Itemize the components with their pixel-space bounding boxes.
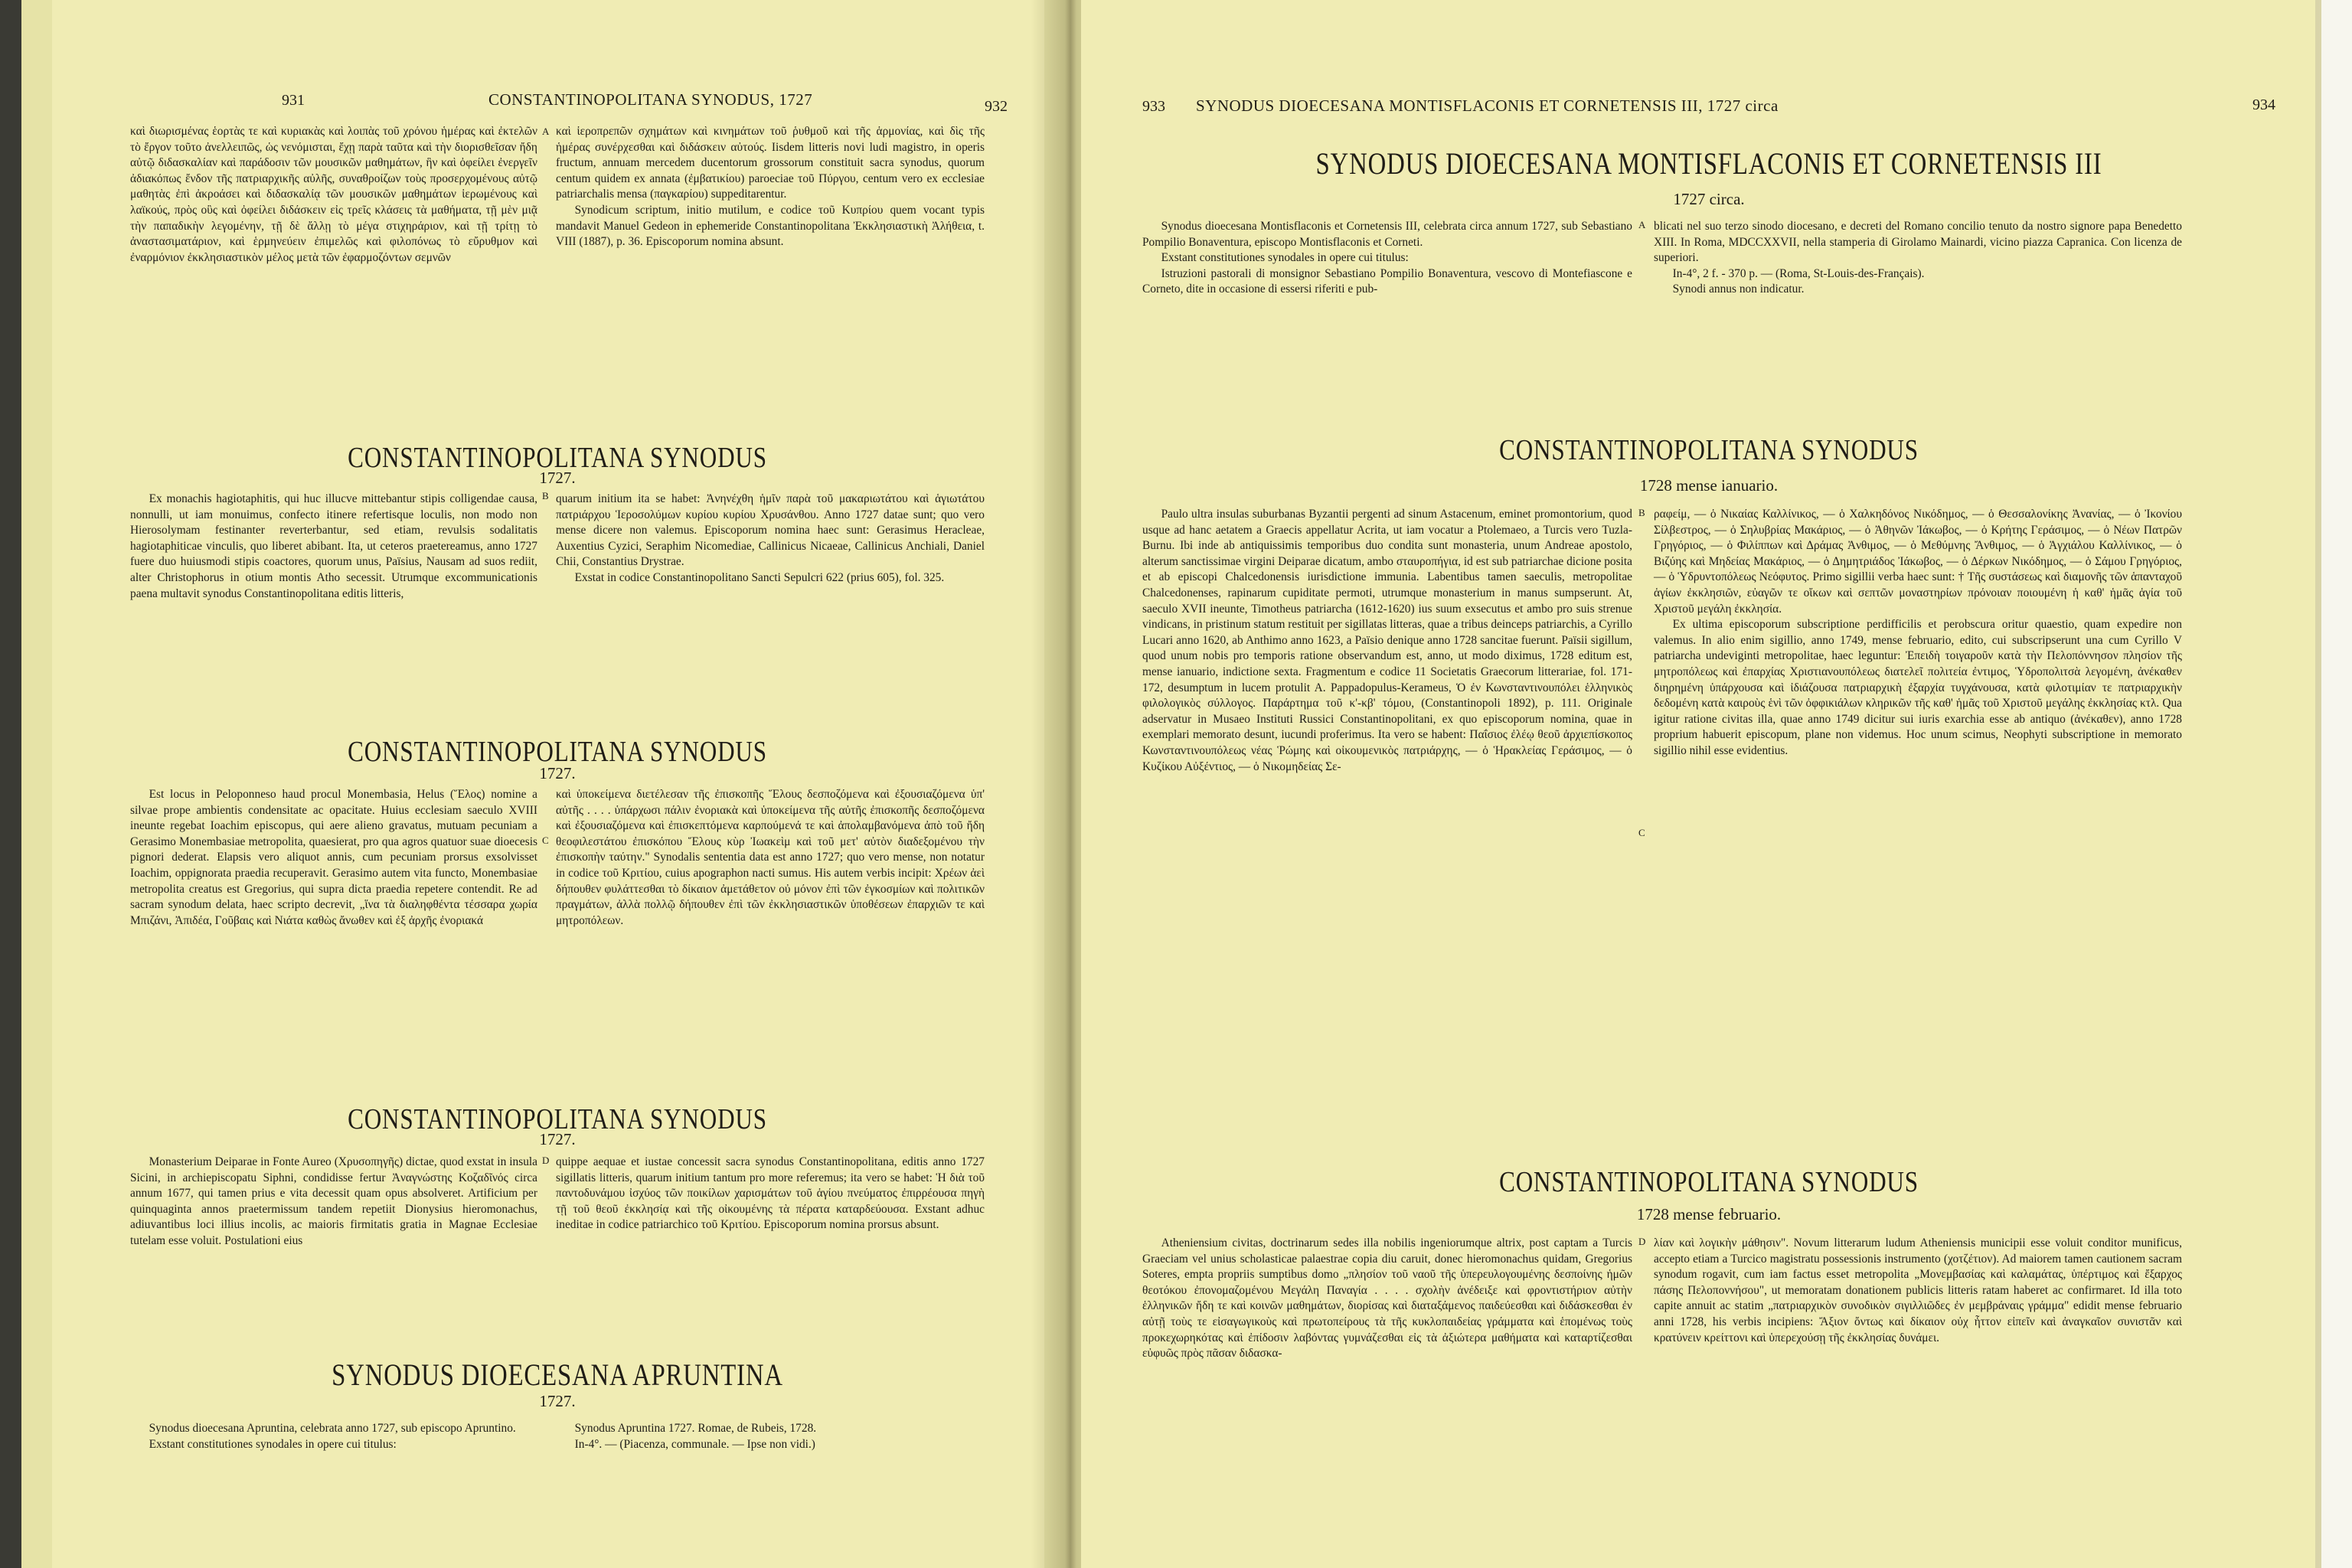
page-number-right: 934 — [2252, 96, 2275, 113]
col-letter: C — [1638, 827, 1645, 838]
sec3-col-a — [1142, 1236, 1632, 1362]
col-letter: C — [542, 835, 549, 846]
section-year: 1727 circa. — [1673, 190, 1745, 208]
page-number-left: 933 — [1142, 98, 1165, 115]
section-year: 1727. — [539, 1392, 576, 1410]
sec3-col-a — [130, 1155, 537, 1250]
running-head-right: SYNODUS DIOECESANA MONTISFLACONIS ET CORNETENSIS III, 1727 circa — [1196, 96, 1779, 115]
paragraph: Paulo ultra insulas suburbanas Byzantii pergenti ad sinum Astacenum, eminet promontorium, quod usque ad hanc aetatem a Graecis appellatur Acrita, ut iam vocatur a Ptolemaeo, a Turcis vero Tuzla-Burnu. Ibi inde ab antiquissimis temporibus duo condita sunt monasteria, unum Andreae apostolo, alterum sanctissimae virgini Deiparae dicatum, ambo σταυροπήγια, id est sub patriarchae dicione posita et ab episcopi Chalcedonensis iurisdictione immunia. Labentibus tamen saeculis, metropolitae Chalcedonenses, rapinarum cupiditate permoti, utrumque monasterium in manus sumpserunt. At, saeculo XVII ineunte, Timotheus patriarcha (1612-1620) ius suum exsecutus et ambo pro suis strenue vindicans, in pristinum statum restituit per sigillatas litteras, quae a tribus deinceps patriarchis, a Cyrillo Lucari anno 1620, ab Anthimo anno 1623, a Païsio denique anno 1728 sancitae fuerunt. Païsii sigillum, quod unum nobis pro temporis ratione observandum est, anno, ut modo diximus, 1728 editum est, mense ianuario, indictione sexta. Fragmentum e codice 11 Societatis Graecorum litterariae, fol. 171-172, desumptum in lucem protulit A. Pappadopulus-Kerameus, Ὁ ἐν Κωνσταντινουπόλει ἑλληνικὸς φιλολογικὸς σύλλογος. Παράρτημα τοῦ κ'-κβ' τόμου, (Constantinopoli 1892), p. 111. Originale adservatur in Musaeo Instituti Russici Constantinopolitani, ex quo episcoporum nomina, quae in exemplari memorato desunt, iucundi proferimus. Ita vero se habent: Παΐσιος ἐλέῳ θεοῦ ἀρχιεπίσκοπος Κωνσταντινουπόλεως νέας Ῥώμης καὶ οἰκουμενικὸς πατριάρχης, — ὁ Ἡρακλείας Γεράσιμος, — ὁ Κυζίκου Αὐξέντιος, — ὁ Νικομηδείας Σε- — [1142, 508, 1632, 773]
intro-col-b — [556, 124, 985, 250]
sec2-col-a — [1142, 507, 1632, 775]
paragraph: Ex ultima episcoporum subscriptione perdifficilis et perobscura oritur quaestio, quam expedire non valemus. In alio enim sigillio, anno 1749, mense februario, edito, cui subscripserunt una cum Cyrillo V patriarcha undeviginti metropolitae, haec leguntur: Ἐπειδὴ τοιγαροῦν κατὰ τὴν Πελοπόννησον πλησίον τῆς μητροπόλεως καὶ ἐπαρχίας Χριστιανουπόλεως διατελεῖ πολιτεία ἐντιμος, Ὑδροπολιτσὰ λεγομένη, ἀνέκαθεν διηρημένη ὑπάρχουσα καὶ ἰδιάζουσα πατριαρχικὴ ἐξαρχία τυγχάνουσα, κατὰ φιλοτιμίαν τε πατριαρχικὴν δεδομένη κατὰ καιροὺς ἑνὶ τῶν ὀφφικιάλων κληρικῶν τῆς καθ' ἡμᾶς τοῦ Χριστοῦ μεγάλης ἐκκλησίας κτλ. Qua igitur ratione civitas illa, quae anno 1749 dicitur sui iuris exarchia esse ab antiquo (ἀνέκαθεν), anno 1728 proprium habuerit episcopum, plane non videmus. Hoc unum scimus, Neophyti subscriptione in memorato sigillio nihil esse evidentius. — [1654, 618, 2182, 757]
sec3-col-b — [1654, 1236, 2182, 1346]
paragraph: Synodicum scriptum, initio mutilum, e codice τοῦ Κυπρίου quem vocant typis mandavit Manuel Gedeon in ephemeride Constantinopolitana Ἐκκλησιαστικὴ Ἀλήθεια, t. VIII (1887), p. 36. Episcoporum nomina absunt. — [556, 203, 985, 249]
page-number-right-col: 932 — [985, 98, 1008, 115]
paragraph: λίαν καὶ λογικὴν μάθησιν". Novum litterarum ludum Atheniensis municipii esse voluit conditor munificus, accepto etiam a Turcico magistratu possessionis instrumento (χοτζέτιον). Ad maiorem tamen cautionem sacram synodum rogavit, cum iam factus esset metropolita „Μονεμβασίας καὶ καλαμάτας, ὑπέρτιμος καὶ ἔξαρχος πάσης Πελοποννήσου", ut memoratam donationem publicis litteris ratam haberet ac confirmaret. Id illa toto capite annuit ac statim „πατριαρχικὸν συνοδικὸν σιγιλλιῶδες ἐν μεμβράναις γράμμα" edidit mense februario anni 1728, his verbis incipiens: Ἄξιον ὄντως καὶ δίκαιον οὐχ ἧττον εἰπεῖν καὶ ἀναγκαῖον συνιστᾶν καὶ κρατύνειν κρείττονι καὶ ὑπερεχούσῃ τῆς ἐκκλησίας δυνάμει. — [1654, 1236, 2182, 1344]
sec3-col-b — [556, 1155, 985, 1233]
sec1-col-b — [1654, 219, 2182, 298]
section-year: 1728 mense ianuario. — [1639, 476, 1779, 495]
sec2-col-b — [1654, 507, 2182, 760]
col-letter: B — [1638, 507, 1645, 518]
section-title: CONSTANTINOPOLITANA SYNODUS — [1499, 434, 1919, 466]
paragraph: καὶ διωρισμένας ἑορτὰς τε καὶ κυριακὰς καὶ λοιπὰς τοῦ χρόνου ἡμέρας καὶ ἐκτελῶν τὸ ἔργον τοῦτο ἀνελλειπῶς, ὡς νενόμισται, ἔχῃ παρὰ ταῦτα καὶ τὴν διορισθεῖσαν ἤδη αὐτῷ διδασκαλίαν καὶ παράδοσιν τῶν μουσικῶν μαθημάτων, ἣν καὶ ὀφείλει ἐνεργεῖν ἀδιακόπως ἔνδον τῆς πατριαρχικῆς αὐλῆς, συναθροίζων τοὺς προσερχομένους αὐτῷ μαθητὰς ἐπὶ ἀκροάσει καὶ διδασκαλίᾳ τῶν μουσικῶν μαθημάτων ἱερωμένους καὶ λαϊκούς, πρὸς οὓς καὶ ὀφείλει διδάσκειν εἰς τρεῖς κλάσεις τὰ μαθήματα, τῇ μὲν μιᾷ τὴν παπαδικὴν λεγομένην, τῇ δὲ ἄλλῃ τὸ μέγα στιχηράριον, καὶ τῇ τρίτῃ τὸ ἀναστασιματάριον, καὶ ἑρμηνεύειν ἐπιμελῶς καὶ φιλοπόνως τὸ εὔρυθμον καὶ ἐναρμόνιον ἐκκλησιαστικὸν μέλος μετὰ τῶν ἐφαρμοζόντων σεμνῶν — [130, 125, 537, 264]
paragraph: Synodi annus non indicatur. — [1672, 283, 1805, 296]
paragraph: Exstant constitutiones synodales in opere cui titulus: — [149, 1437, 397, 1451]
section-title: CONSTANTINOPOLITANA SYNODUS — [348, 1103, 767, 1135]
sec2-col-a — [130, 787, 537, 929]
col-letter: A — [1638, 219, 1646, 230]
sec1-col-a — [130, 492, 537, 602]
paragraph: ραφείμ, — ὁ Νικαίας Καλλίνικος, — ὁ Χαλκηδόνος Νικόδημος, — ὁ Θεσσαλονίκης Ἀνανίας, — ὁ Ἰκονίου Σίλβεστρος, — ὁ Σηλυβρίας Μακάριος, — ὁ Ἀθηνῶν Ἰάκωβος, — ὁ Κρήτης Γεράσιμος, — ὁ Νέων Πατρῶν Γρηγόριος, — ὁ Φιλίππων καὶ Δράμας Ἀνθιμος, — ὁ Μεθύμνης Ἄνθιμος, — ὁ Ἀγχιάλου Καλλίνικος, — ὁ Βιζύης καὶ Μηδείας Μακάριος, — ὁ Δημητριάδος Ἰάκωβος, — ὁ Δέρκων Νικόδημος, — ὁ Σάμου Γρηγόριος, — ὁ Ὑδρυντοπόλεως Νεόφυτος. Primo sigillii verba haec sunt: † Τῆς συστάσεως καὶ διαμονῆς τῶν ἁπανταχοῦ ἁγίων ἐκκλησιῶν, εὐαγῶν τε οἴκων καὶ σεπτῶν μοναστηρίων πρόνοιαν ποιουμένη ἡ καθ' ἡμᾶς ἁγία τοῦ Χριστοῦ μεγάλη ἐκκλησία. — [1654, 508, 2182, 616]
paragraph: Monasterium Deiparae in Fonte Aureo (Χρυσοπηγῆς) dictae, quod exstat in insula Sicini, in archiepiscopatu Siphni, condidisse fertur Ἀναγνώστης Κοζαδῖνός circa annum 1677, qui tamen prius e vita decessit quam opus absolveret. Artificium per quinquaginta annos praetermissum tandem repetiit Dionysius hieromonachus, adiuvantibus loci illius incolis, ac maioris firmitatis gratia in Magnae Ecclesiae tutelam esse voluit. Postulationi eius — [130, 1155, 537, 1247]
section-year: 1727. — [539, 469, 576, 487]
section-title: CONSTANTINOPOLITANA SYNODUS — [348, 442, 767, 474]
paragraph: Synodus dioecesana Apruntina, celebrata anno 1727, sub episcopo Apruntino. — [149, 1422, 516, 1435]
paragraph: In-4°, 2 f. - 370 p. — (Roma, St-Louis-des-Français). — [1672, 266, 1925, 280]
paragraph: Synodus dioecesana Montisflaconis et Cornetensis III, celebrata circa annum 1727, sub Sebastiano Pompilio Bonaventura, episcopo Montisflaconis et Corneti. — [1142, 220, 1632, 249]
page-number-left: 931 — [282, 92, 305, 109]
paragraph: Synodus Apruntina 1727. Romae, de Rubeis, 1728. — [574, 1422, 817, 1435]
col-letter: D — [1638, 1236, 1646, 1247]
running-head-left: CONSTANTINOPOLITANA SYNODUS, 1727 — [488, 90, 813, 109]
col-letter: A — [542, 126, 550, 137]
paragraph: Exstant constitutiones synodales in opere cui titulus: — [1161, 251, 1409, 265]
paragraph: καὶ ἱεροπρεπῶν σχημάτων καὶ κινημάτων τοῦ ῥυθμοῦ καὶ τῆς ἁρμονίας, καὶ δὶς τῆς ἡμέρας συνέρχεσθαι καὶ διδάσκειν αὐτούς. Iisdem litteris novi ludi magistro, in operis fructum, annuam mercedem ducentorum grossorum constituit sacra synodus, quorum centum quidem ex annata (ἐμβατικίου) paroeciae τοῦ Πύργου, centum vero ex ecclesiae patriarchalis mensa (παγκαρίου) suppeditarentur. — [556, 125, 985, 201]
section-title: CONSTANTINOPOLITANA SYNODUS — [1499, 1166, 1919, 1198]
section-year: 1727. — [539, 1130, 576, 1148]
section-year: 1727. — [539, 764, 576, 782]
intro-col-a — [130, 124, 537, 266]
left-page — [52, 0, 1044, 1568]
sec2-col-b — [556, 787, 985, 929]
page-fore-edge — [2315, 0, 2352, 1568]
sec1-col-a — [1142, 219, 1632, 298]
sec1-col-b — [556, 492, 985, 586]
paragraph: In-4°. — (Piacenza, communale. — Ipse non vidi.) — [574, 1437, 815, 1451]
section-title: SYNODUS DIOECESANA MONTISFLACONIS ET CORNETENSIS III — [1315, 146, 2102, 181]
paragraph: Ex monachis hagiotaphitis, qui huc illucve mittebantur stipis colligendae causa, nonnulli, ut iam monuimus, confecto itinere refertisque loculis, non modo non Hierosolymam festinanter reverterbantur, sed etiam, revulsis sodalitatis hagiotaphiticae vinculis, quo liberet abibant. Ita, ut ceteros praetereamus, anno 1727 fuere duo huiusmodi stipis coactores, quorum unus, Païsius, Nausam ad suos rediit, alter Christophorus in otium montis Atho secessit. Utrumque excommunicationis paena multavit synodus Constantinopolitana editis litteris, — [130, 492, 537, 600]
sec4-col-b — [556, 1421, 985, 1452]
book-spread — [21, 0, 2337, 1568]
paragraph: καὶ ὑποκείμενα διετέλεσαν τῆς ἐπισκοπῆς Ἕλους δεσποζόμενα καὶ ἐξουσιαζόμενα ὑπ' αὐτῆς . . . . ὑπάρχωσι πάλιν ἐνοριακὰ καὶ ὑποκείμενα τῆς αὐτῆς ἐπισκοπῆς δεσποζόμενα καὶ ἐξουσιαζόμενα καὶ ἐπισκεπτόμενα καρπούμενά τε καὶ ἀπολαμβανόμενα ἀπὸ τοῦ ἤδη θεοφιλεστάτου ἐπισκόπου Ἕλους κὺρ Ἰωακεὶμ καὶ τοῦ μετ' αὐτὸν διαδεξομένου τὴν ἐπισκοπὴν ταύτην." Synodalis sententia data est anno 1727; quo vero mense, non notatur in codice τοῦ Κριτίου, cuius apographon nacti sumus. His autem verbis incipit: Χρέων ἀεὶ δήπουθεν φυλάττεσθαι τὸ δίκαιον ἀμετάθετον οὐ μόνον ἐπὶ τῶν ἐγκοσμίων καὶ πολιτικῶν πραγμάτων, ἀλλὰ πολλῷ δήπουθεν ἐπὶ τῶν ἐκκλησιαστικῶν ὑποθέσεων ἐπαρχιῶν τε καὶ μητροπόλεων. — [556, 788, 985, 927]
paragraph: Exstat in codice Constantinopolitano Sancti Sepulcri 622 (prius 605), fol. 325. — [574, 570, 945, 584]
paragraph: quarum initium ita se habet: Ἀνηνέχθη ἡμῖν παρὰ τοῦ μακαριωτάτου καὶ ἁγιωτάτου πατριάρχου Ἱεροσολύμων κυρίου κυρίου Χρυσάνθου. Anno 1727 datae sunt; quo vero mense dicere non valemus. Episcoporum nomina haec sunt: Gerasimus Heracleae, Auxentius Cyzici, Seraphim Nicomediae, Callinicus Nicaeae, Callinicus Anchiali, Daniel Chii, Constantius Drystrae. — [556, 492, 985, 569]
paragraph: quippe aequae et iustae concessit sacra synodus Constantinopolitana, editis anno 1727 sigillatis litteris, quarum initium tantum pro more referemus; ita vero se habet: Ἡ διὰ τοῦ παντοδυνάμου ἰσχύος τῶν ποικίλων χαρισμάτων τοῦ ἁγίου πνεύματος ἐπιρρέουσα πηγὴ τῇ τοῦ θεοῦ ἐκκλησίᾳ καὶ τῆς οἰκουμένης τὰ πέρατα καταρδεύουσα. Exstant adhuc ineditae in codice patriarchico τοῦ Κριτίου. Episcoporum nomina prorsus absunt. — [556, 1155, 985, 1232]
paragraph: Istruzioni pastorali di monsignor Sebastiano Pompilio Bonaventura, vescovo di Montefiascone e Corneto, dite in occasione di essersi riferiti e pub- — [1142, 266, 1632, 296]
section-title: CONSTANTINOPOLITANA SYNODUS — [348, 736, 767, 768]
paragraph: Est locus in Peloponneso haud procul Monembasia, Helus (Ἕλος) nomine a silvae prope ambientis condensitate ac opacitate. Huius ecclesiam saeculo XVIII ineunte regebat Ioachim episcopus, qui aere alieno gravatus, mutuam pecuniam a Gerasimo Monembasiae metropolita, quaesierat, pro qua agros quatuor suae dioecesis pignori dederat. Elapsis vero aliquot annis, cum pecuniam prorsus exsolvisset Ioachim, oppignorata praedia recuperavit. Gerasimo autem vita functo, Monembasiae metropolita creatus est Gregorius, qui supra dicta praedia repetere contendit. Re ad sacram synodum delata, haec scripto decrevit, „ἵνα τὰ διαληφθέντα τέσσαρα χωρία Μπιζάνι, Ἀπιδέα, Γοῦβαις καὶ Νιάτα καθὼς ἄνωθεν καὶ ἐξ ἀρχῆς ἐνοριακά — [130, 788, 537, 927]
col-letter: D — [542, 1155, 550, 1166]
sec4-col-a — [130, 1421, 537, 1452]
right-page — [1081, 0, 2315, 1568]
paragraph: blicati nel suo terzo sinodo diocesano, e decreti del Romano concilio tenuto da nostro signore papa Benedetto XIII. In Roma, MDCCXXVII, nella stamperia di Girolamo Mainardi, vicino piazza Capranica. Con licenza de superiori. — [1654, 220, 2182, 265]
paragraph: Atheniensium civitas, doctrinarum sedes illa nobilis ingeniorumque altrix, post captam a Turcis Graeciam vel unius scholasticae palaestrae copia diu caruit, donec hieromonachus quidam, Gregorius Soteres, empta propriis sumptibus domo „πλησίον τοῦ ναοῦ τῆς ὑπερευλογουμένης δεσποίνης ἡμῶν θεοτόκου ἐπονομαζομένου Μεγάλη Παναγία . . . . σχολὴν ἀνέδειξε καὶ φροντιστήριον αὐτὴν ἑλληνικῶν ἤδη τε καὶ κοινῶν μαθημάτων, διορίσας καὶ διαταξάμενος παιδεύεσθαι καὶ διδάσκεσθαι ἐν αὐτῇ τοὺς τε εἰσαγωγικοὺς καὶ πρωτοπείρους τὰ τῆς κυκλοπαιδείας γράμματα καὶ ἑπομένως τοὺς προκεχωρηκότας καὶ ἐπίδοσιν λαβόντας γυμνάζεσθαι εἰς τὰ ἀξιώτερα μαθήματα καὶ καταρτίζεσθαι εὐφυῶς πρὸς πᾶσαν διδασκα- — [1142, 1236, 1632, 1361]
section-title: SYNODUS DIOECESANA APRUNTINA — [332, 1357, 783, 1392]
section-year: 1728 mense februario. — [1636, 1205, 1782, 1223]
col-letter: B — [542, 490, 549, 501]
